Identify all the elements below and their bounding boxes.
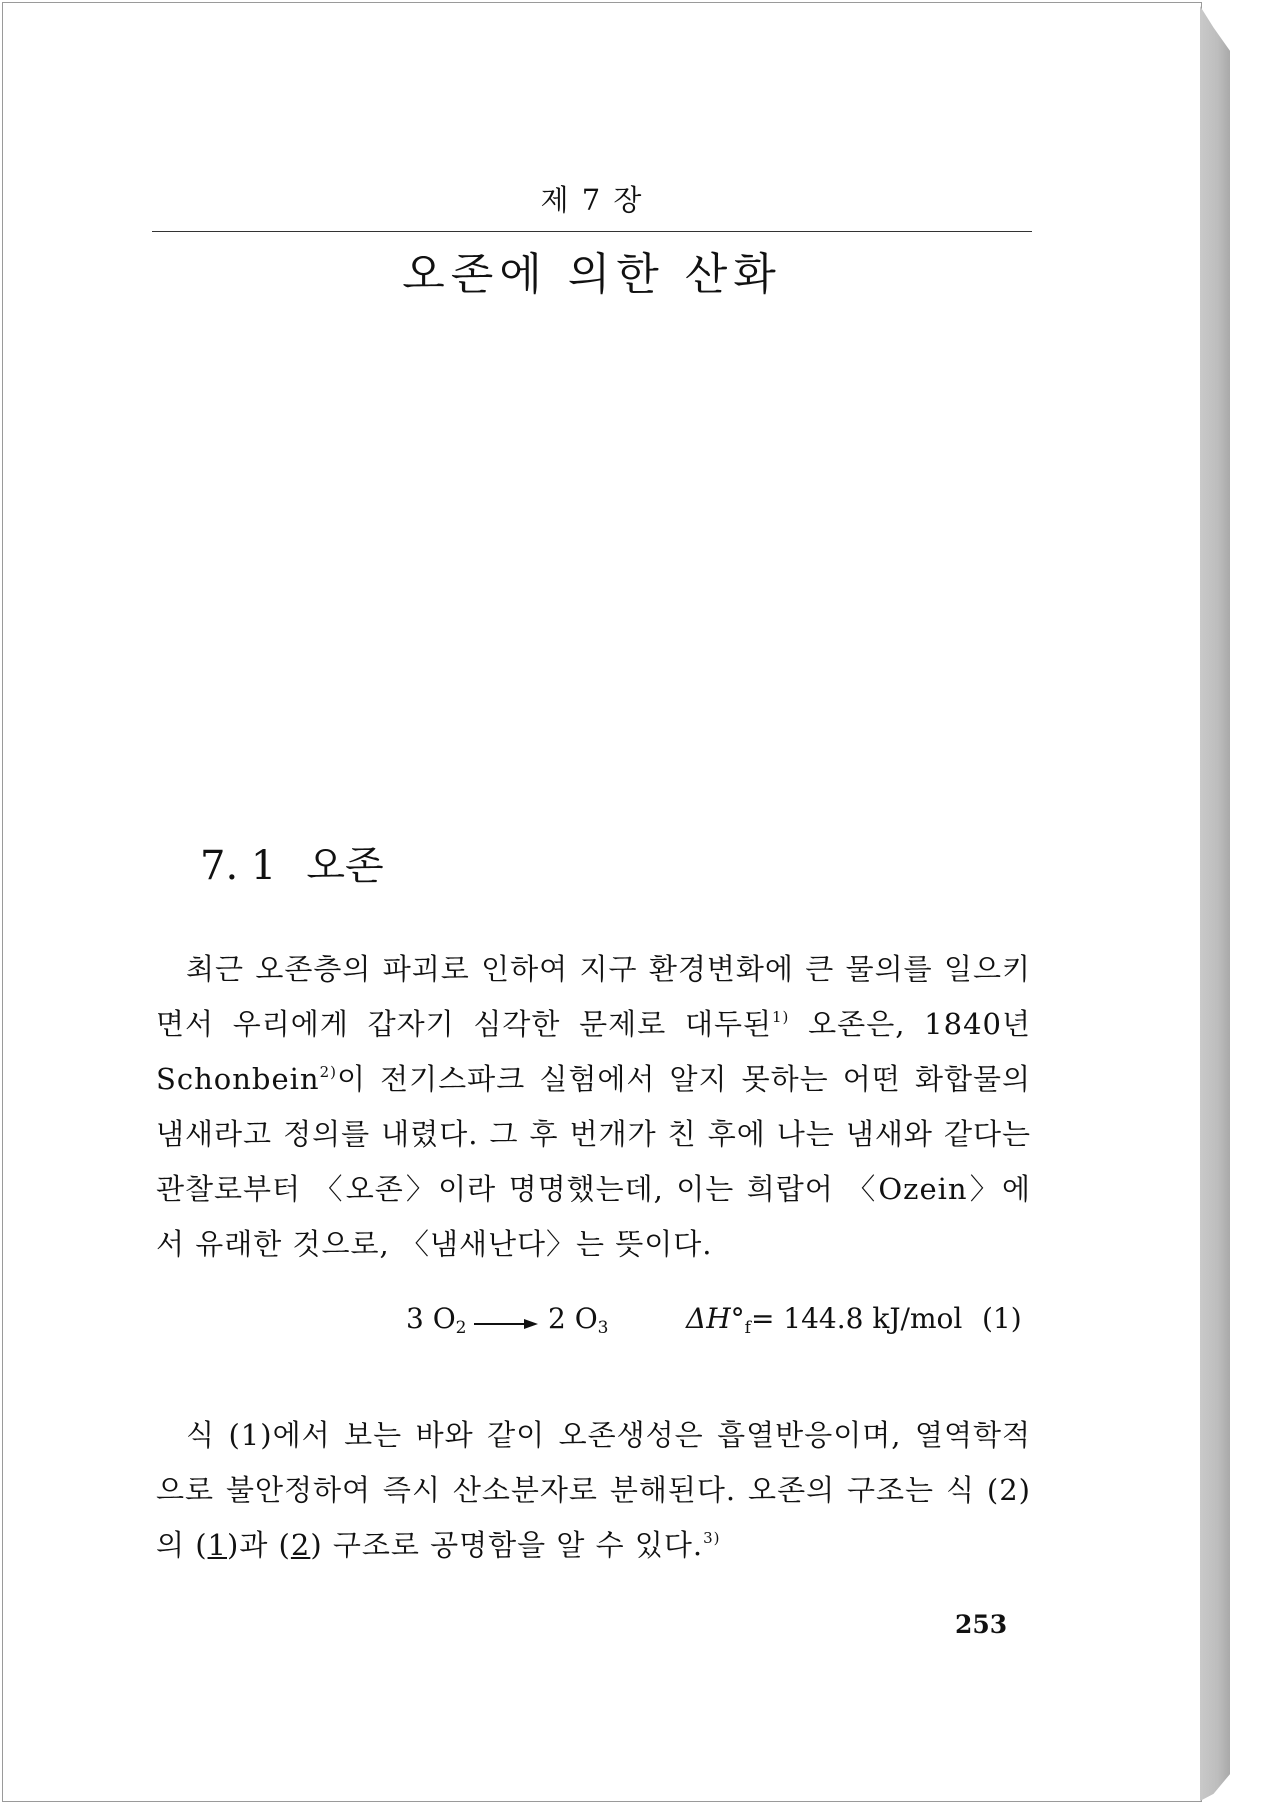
footnote-ref-2: 2) [319, 1063, 338, 1081]
para1-text-2: 오존은, 1840년 Schonbein [156, 1007, 1031, 1096]
equation-enthalpy: $\Delta H^\circ_f= 144.8$ kJ/mol [686, 1302, 963, 1338]
footnote-ref-3: 3) [703, 1529, 721, 1547]
para2-text-1: 식 (1)에서 보는 바와 같이 오존생성은 흡열반응이며, 열역학적으로 불안정하여 즉시 산소분자로 분해된다. 오존의 구조는 식 (2)의 ( [156, 1418, 1031, 1562]
chapter-rule [152, 231, 1032, 232]
para1-text-3: 이 전기스파크 실험에서 알지 못하는 어떤 화합물의 냄새라고 정의를 내렸다. 그 후 번개가 친 후에 나는 냄새와 같다는 관찰로부터 〈오존〉이라 명명했는데, 이는 희랍어 〈Ozein〉에서 유래한 것으로, 〈냄새난다〉는 뜻이다. [156, 1062, 1031, 1261]
chapter-title: 오존에 의한 산화 [402, 249, 782, 300]
structure-ref-2: 2 [290, 1528, 311, 1562]
para1-text-1: 최근 오존층의 파괴로 인하여 지구 환경변화에 큰 물의를 일으키면서 우리에게 갑자기 심각한 문제로 대두된 [156, 952, 1031, 1041]
paragraph-intro [156, 942, 1031, 1272]
equation-product: 2 $O_3$ [548, 1302, 609, 1338]
section-number: 7. 1 [200, 843, 277, 889]
reaction-arrow-icon [474, 1318, 538, 1330]
section-title: 오존 [306, 843, 384, 889]
paragraph-structure [156, 1408, 1031, 1573]
equation-label: (1) [982, 1302, 1022, 1335]
chapter-number: 제 7 장 [540, 183, 644, 217]
para2-text-3: ) 구조로 공명함을 알 수 있다. [310, 1528, 704, 1562]
page-number: 253 [955, 1610, 1008, 1639]
footnote-ref-1: 1) [772, 1008, 790, 1026]
structure-ref-1: 1 [207, 1528, 227, 1562]
section-heading [200, 834, 384, 891]
equation-1 [406, 1302, 1026, 1342]
equation-reactant: 3 $O_2$ [406, 1302, 467, 1338]
para2-text-2: )과 ( [227, 1528, 291, 1562]
page-edge [1200, 6, 1230, 1801]
